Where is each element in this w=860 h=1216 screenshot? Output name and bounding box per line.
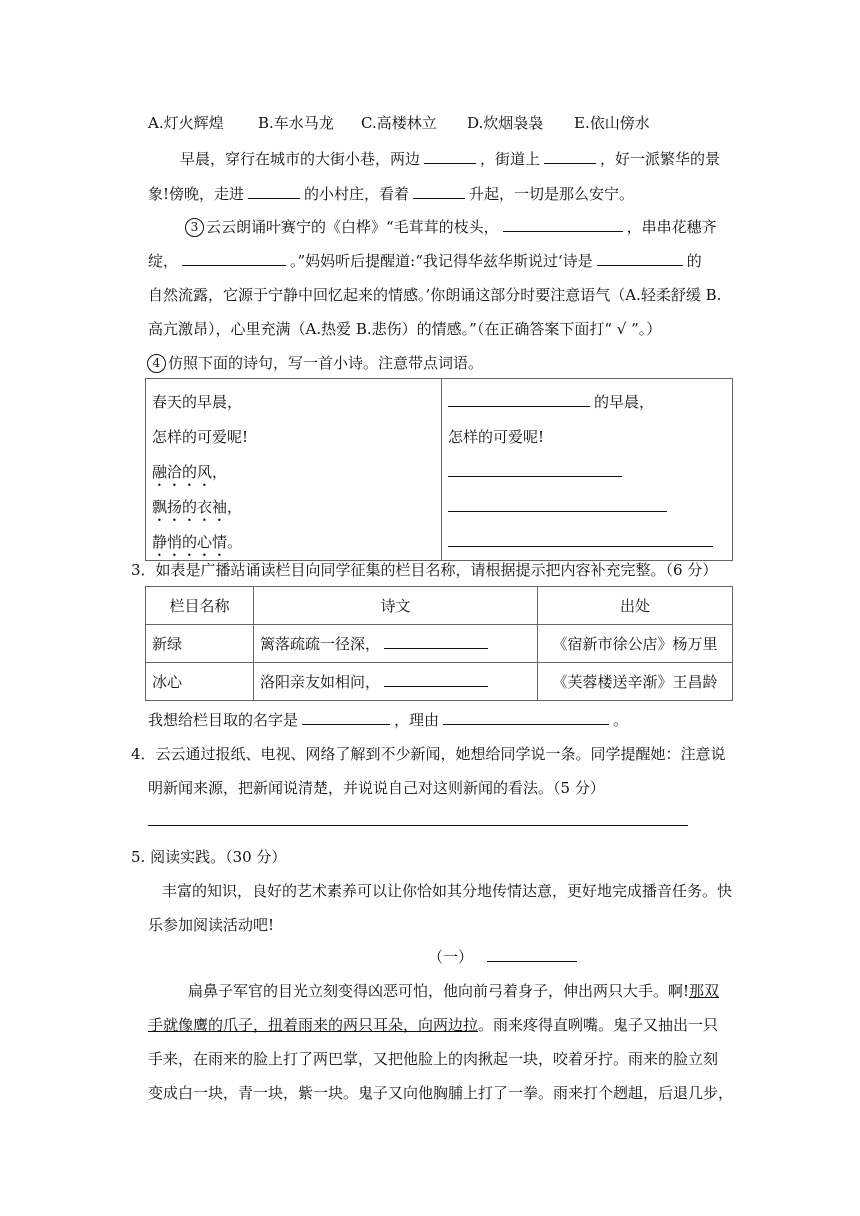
poem-line: 怎样的可爱呢! — [448, 428, 545, 446]
answer-blank[interactable] — [302, 710, 390, 725]
answer-blank[interactable] — [443, 710, 609, 725]
question-4-line-2: 明新闻来源，把新闻说清楚，并说说自己对这则新闻的看法。（5 分） — [148, 779, 605, 797]
question-3-line-1: 3 云云朗诵叶赛宁的《白桦》“毛茸茸的枝头， ，串串花穗齐 — [185, 216, 717, 238]
answer-blank[interactable] — [448, 497, 667, 512]
question-3-line-3: 自然流露，它源于宁静中回忆起来的情感。’你朗诵这部分时要注意语气（A.轻柔舒缓 B. — [148, 286, 722, 304]
header-cell: 诗文 — [254, 587, 538, 625]
answer-blank[interactable] — [503, 217, 623, 232]
option-e: E.依山傍水 — [574, 114, 650, 132]
option-b: B.车水马龙 — [258, 114, 334, 132]
option-c: C.高楼林立 — [361, 114, 437, 132]
poem-imitation-table — [145, 378, 733, 561]
passage-line-2: 手就像鹰的爪子，扭着雨来的两只耳朵，向两边拉。雨来疼得直咧嘴。鬼子又抽出一只 — [148, 1016, 719, 1034]
answer-blank[interactable] — [597, 251, 683, 266]
option-list — [148, 112, 650, 134]
underlined-sentence: 那双 — [689, 982, 720, 1000]
answer-blank[interactable] — [448, 462, 622, 477]
poem-line: 春天的早晨， — [152, 393, 243, 411]
passage-line-4: 变成白一块，青一块，紫一块。鬼子又向他胸脯上打了一拳。雨来打个趔趄，后退几步， — [148, 1084, 734, 1102]
answer-blank[interactable] — [544, 149, 596, 164]
section-heading: （一） — [428, 946, 581, 968]
question-3-title: 3．如表是广播站诵读栏目向同学征集的栏目名称，请根据提示把内容补充完整。（6 分） — [131, 561, 718, 579]
table-row: 冰心 洛阳亲友如相问， 《芙蓉楼送辛渐》王昌龄 — [146, 663, 733, 701]
circled-number-3: 3 — [185, 218, 204, 237]
question-3-line-2: 绽， 。”妈妈听后提醒道:“我记得华兹华斯说过‘诗是 的 — [148, 252, 702, 270]
passage-line-1: 扁鼻子军官的目光立刻变得凶恶可怕，他向前弓着身子，伸出两只大手。啊!那双 — [188, 982, 720, 1000]
fill-paragraph-line-1: 早晨，穿行在城市的大街小巷，两边 ，街道上 ，好一派繁华的景 — [180, 150, 721, 168]
column-name-answer-line: 我想给栏目取的名字是 ，理由 。 — [148, 711, 629, 729]
answer-blank[interactable] — [248, 184, 300, 199]
poem-line: 怎样的可爱呢! — [152, 428, 249, 446]
question-3-line-4: 高亢激昂），心里充满（A.热爱 B.悲伤）的情感。”（在正确答案下面打“ √ ”。） — [148, 320, 662, 338]
poem-line-dotted: 飘扬的衣袖， — [152, 498, 243, 516]
passage-line-3: 手来，在雨来的脸上打了两巴掌，又把他脸上的肉揪起一块，咬着牙拧。雨来的脸立刻 — [148, 1050, 719, 1068]
sample-poem-cell — [146, 379, 442, 561]
circled-number-4: 4 — [147, 354, 166, 373]
intro-line-2: 乐参加阅读活动吧! — [148, 916, 275, 934]
fill-paragraph-line-2: 象!傍晚，走进 的小村庄，看着 升起，一切是那么安宁。 — [148, 185, 635, 203]
answer-blank[interactable] — [384, 634, 488, 649]
question-4-prompt: 4 仿照下面的诗句，写一首小诗。注意带点词语。 — [147, 352, 483, 374]
intro-line-1: 丰富的知识，良好的艺术素养可以让你恰如其分地传情达意，更好地完成播音任务。快 — [162, 882, 733, 900]
answer-blank[interactable] — [182, 251, 286, 266]
column-name-table — [145, 586, 733, 701]
header-cell: 栏目名称 — [146, 587, 254, 625]
answer-blank[interactable] — [413, 184, 465, 199]
question-5-title: 5. 阅读实践。（30 分） — [131, 848, 287, 866]
title-blank[interactable] — [487, 947, 577, 962]
question-4-line-1: 4．云云通过报纸、电视、网络了解到不少新闻，她想给同学说一条。同学提醒她：注意说 — [131, 745, 726, 763]
poem-line-dotted: 静悄的心情。 — [152, 533, 243, 551]
poem-line-dotted: 融洽的风， — [152, 463, 228, 481]
answer-line[interactable] — [148, 825, 688, 826]
header-cell: 出处 — [538, 587, 733, 625]
table-row: 新绿 篱落疏疏一径深， 《宿新市徐公店》杨万里 — [146, 625, 733, 663]
answer-blank[interactable] — [448, 392, 590, 407]
underlined-sentence: 手就像鹰的爪子，扭着雨来的两只耳朵，向两边拉 — [148, 1016, 479, 1034]
answer-blank[interactable] — [384, 672, 488, 687]
option-a: A.灯火辉煌 — [148, 114, 224, 132]
answer-blank[interactable] — [424, 149, 476, 164]
answer-blank[interactable] — [448, 532, 713, 547]
option-d: D.炊烟袅袅 — [467, 114, 544, 132]
answer-poem-cell: 的早晨， 怎样的可爱呢! — [442, 379, 733, 561]
